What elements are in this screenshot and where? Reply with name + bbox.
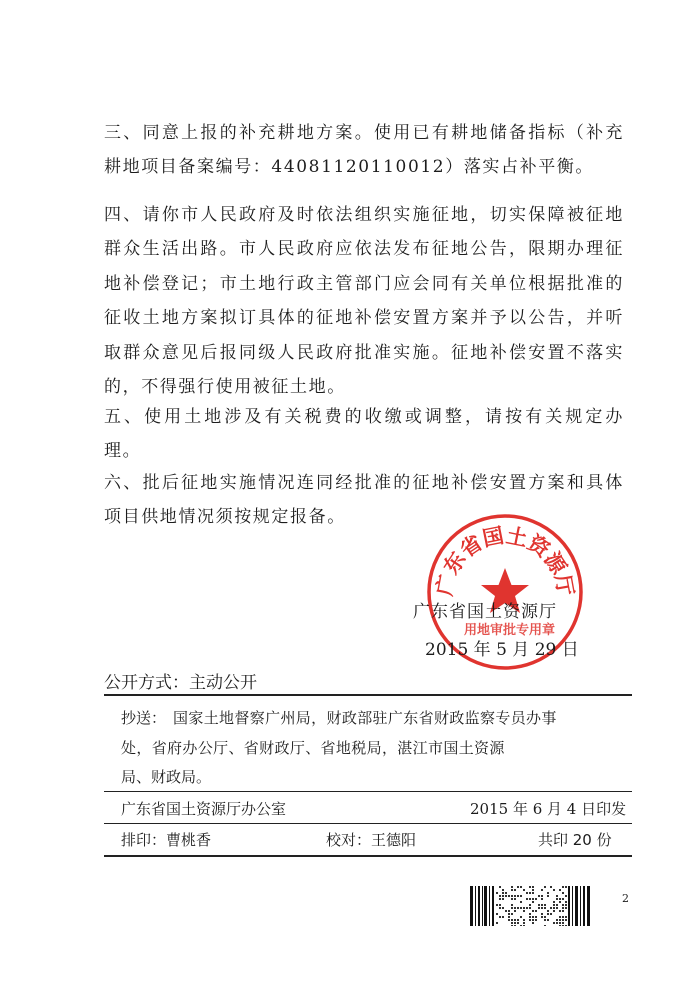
print-by: 排印：曹桃香 — [121, 831, 212, 849]
paragraph-4: 四、请你市人民政府及时依法组织实施征地，切实保障被征地群众生活出路。市人民政府应依法发布征地公告，限期办理征地补偿登记；市土地行政主管部门应会同有关单位根据批准的征收土地方案拟订具体的征地补偿安置方案并予以公告，并听取群众意见后报同级人民政府批准实施。征地补偿安置不落实的，不得强行使用被征土地。 — [104, 205, 624, 398]
copies-count: 共印 20 份 — [538, 831, 612, 849]
paragraph-3: 三、同意上报的补充耕地方案。使用已有耕地储备指标（补充耕地项目备案编号：44081120110012）落实占补平衡。 — [104, 123, 624, 178]
paragraph-6: 六、批后征地实施情况连同经批准的征地补偿安置方案和具体项目供地情况须按规定报备。 — [104, 473, 624, 528]
signature-date: 2015 年 5 月 29 日 — [425, 640, 579, 660]
disclosure-method: 公开方式：主动公开 — [104, 673, 257, 693]
barcode-icon — [470, 886, 590, 926]
divider-bottom — [104, 855, 632, 857]
issuer-office: 广东省国土资源厅办公室 — [121, 800, 287, 818]
cc-line-3: 局、财政局。 — [121, 768, 212, 786]
cc-line-2: 处，省府办公厅、省财政厅、省地税局，湛江市国土资源 — [121, 739, 505, 757]
divider-cc — [104, 791, 632, 792]
signature-org: 广东省国土资源厅 — [413, 602, 557, 622]
paragraph-5: 五、使用土地涉及有关税费的收缴或调整，请按有关规定办理。 — [104, 407, 624, 462]
cc-label: 抄送： — [121, 709, 167, 727]
divider-issue — [104, 823, 632, 824]
cc-line-1: 国家土地督察广州局，财政部驻广东省财政监察专员办事 — [173, 709, 557, 727]
proof-by: 校对：王德阳 — [326, 831, 417, 849]
page-number: 2 — [622, 892, 629, 905]
seal-ring-text: 广东省国土资源厅 — [431, 522, 579, 598]
issue-date: 2015 年 6 月 4 日印发 — [470, 800, 627, 818]
seal-bottom-text: 用地审批专用章 — [464, 623, 556, 638]
divider-top — [104, 694, 632, 696]
